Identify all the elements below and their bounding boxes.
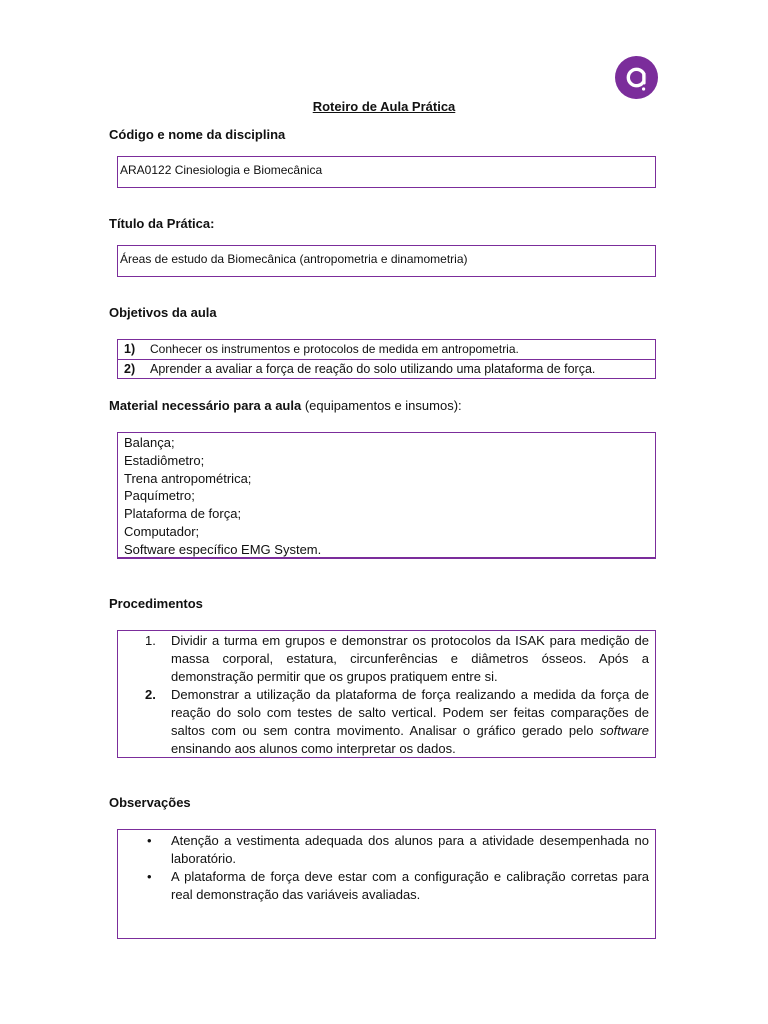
material-item: Estadiômetro; — [124, 452, 205, 468]
procedure-text-part: ensinando aos alunos como interpretar os dados. — [171, 741, 456, 756]
brand-logo-icon — [615, 56, 658, 99]
material-item: Paquímetro; — [124, 488, 195, 504]
material-item: Trena antropométrica; — [124, 470, 252, 486]
observation-item — [118, 868, 649, 904]
discipline-value: ARA0122 Cinesiologia e Biomecânica — [120, 163, 323, 177]
procedure-item — [118, 632, 649, 686]
procedure-text-part: Demonstrar a utilização da plataforma de força realizando a medida da força de reação do solo com testes de salto vertical. Podem ser feitas comparações de saltos com ou sem contra movimento. Analisar o gráfico gerado pelo — [171, 687, 649, 738]
objective-item — [118, 359, 655, 378]
materials-heading-bold: Material necessário para a aula — [109, 398, 302, 413]
document-title: Roteiro de Aula Prática — [312, 99, 456, 114]
procedure-item — [118, 686, 649, 758]
procedure-text-italic: software — [599, 723, 649, 738]
material-item: Plataforma de força; — [124, 506, 242, 522]
materials-heading-normal: (equipamentos e insumos): — [301, 398, 462, 413]
procedure-number: 2. — [145, 687, 156, 702]
objective-text: Conhecer os instrumentos e protocolos de medida em antropometria. — [150, 342, 519, 356]
material-item: Software específico EMG System. — [124, 541, 322, 557]
bullet-icon: • — [147, 869, 152, 884]
observation-item — [118, 832, 649, 868]
material-item: Computador; — [124, 523, 200, 539]
observations-heading: Observações — [109, 795, 191, 810]
practice-heading: Título da Prática: — [109, 216, 215, 231]
procedures-heading: Procedimentos — [109, 596, 203, 611]
logo-glyph — [615, 56, 658, 99]
procedure-text: Dividir a turma em grupos e demonstrar os protocolos da ISAK para medição de massa corporal, estatura, circunferências e diâmetros ósseos. Após a demonstração permitir que os grupos pratiquem entre si. — [171, 633, 649, 684]
objective-text: Aprender a avaliar a força de reação do solo utilizando uma plataforma de força. — [150, 362, 596, 376]
objectives-box — [117, 339, 656, 379]
discipline-box — [117, 156, 656, 188]
bullet-icon: • — [147, 833, 152, 848]
objective-number: 1) — [124, 342, 136, 356]
discipline-heading: Código e nome da disciplina — [109, 127, 286, 142]
objective-number: 2) — [124, 362, 136, 376]
objective-item — [118, 340, 655, 359]
material-item: Balança; — [124, 435, 175, 450]
practice-box — [117, 245, 656, 277]
observations-box — [117, 829, 656, 939]
procedures-box — [117, 630, 656, 758]
observation-text: A plataforma de força deve estar com a configuração e calibração corretas para real demonstração das variáveis avaliadas. — [171, 869, 649, 902]
materials-box — [117, 432, 656, 559]
practice-value: Áreas de estudo da Biomecânica (antropometria e dinamometria) — [120, 252, 468, 266]
observation-text: Atenção a vestimenta adequada dos alunos para a atividade desempenhada no laboratório. — [171, 833, 649, 866]
objectives-heading: Objetivos da aula — [109, 305, 217, 320]
procedure-number: 1. — [145, 633, 156, 648]
materials-heading — [109, 398, 462, 413]
